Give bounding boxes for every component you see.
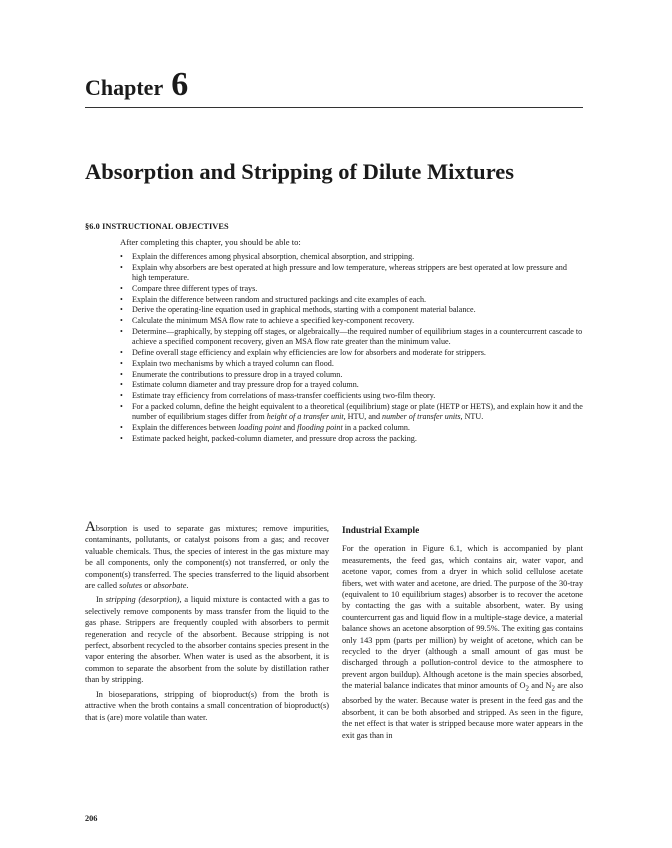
instructional-objectives — [85, 222, 583, 445]
objective-text: Derive the operating-line equation used in graphical methods, starting with a component material balance. — [132, 305, 476, 315]
paragraph-industrial-example — [342, 543, 583, 741]
bullet-icon: • — [120, 305, 123, 315]
objectives-list — [85, 252, 583, 444]
objective-text: Compare three different types of trays. — [132, 283, 258, 293]
objective-item — [120, 284, 583, 294]
bullet-icon: • — [120, 401, 123, 411]
bullet-icon: • — [120, 380, 123, 390]
objective-term: flooding point — [297, 422, 343, 432]
chapter-heading — [85, 66, 188, 104]
objective-item — [120, 305, 583, 315]
objective-item — [120, 316, 583, 326]
bullet-icon: • — [120, 369, 123, 379]
chapter-rule — [85, 107, 583, 108]
term-solutes: solutes — [119, 581, 143, 591]
bullet-icon: • — [120, 316, 123, 326]
objective-item — [120, 252, 583, 262]
objective-text: Explain two mechanisms by which a trayed column can flood. — [132, 358, 334, 368]
subscript: 2 — [525, 685, 529, 693]
chapter-title: Absorption and Stripping of Dilute Mixtures — [85, 159, 515, 184]
industrial-example-heading: Industrial Example — [342, 526, 420, 536]
objective-term: height of a transfer unit — [266, 412, 344, 422]
paragraph-absorption — [85, 519, 329, 591]
text-run: or — [142, 581, 154, 591]
page-number: 206 — [85, 814, 98, 823]
paragraph-stripping — [85, 594, 329, 685]
text-run: In — [96, 595, 106, 605]
term-stripping: stripping (desorption) — [105, 595, 180, 605]
bullet-icon: • — [120, 391, 123, 401]
objective-text: Estimate tray efficiency from correlations of mass-transfer coefficients using two-film theory. — [132, 391, 436, 401]
bullet-icon: • — [120, 422, 123, 432]
objective-term: number of transfer units — [382, 412, 461, 422]
objective-text: , HTU, and — [343, 412, 383, 422]
text-run: , a liquid mixture is contacted with a gas to selectively remove components by mass transfer from the liquid to the gas phase. Strippers are frequently coupled with absorbers to permit regeneration and recycle of the absorbent. Because stripping is not perfect, absorbent recycled to the absorber contains species present in the vapor entering the absorber. When water is used as the absorbent, it is common to separate the absorbent from the solute by distillation rather than by stripping. — [85, 595, 329, 685]
objective-item — [120, 263, 583, 283]
objective-item — [120, 434, 583, 444]
text-run: bsorption is used to separate gas mixtures; remove impurities, contaminants, pollutants, or catalyst poisons from a gas; and recover valuable chemicals. Thus, the species of interest in the gas mixture may be all components, only the component(s) not transferred, or only the component(s) transferred. The species transferred to the liquid absorbent are called — [85, 524, 329, 591]
text-run: For the operation in Figure 6.1, which is accompanied by plant measurements, the feed gas, which contains air, water vapor, and acetone vapor, comes from a dryer in which solid cellulose acetate fibers, wet with water and acetone, are dried. The purpose of the 30-tray (equivalent to 10 equilibrium stages) absorber is to recover the acetone by contacting the gas with a suitable absorbent, water. By using countercurrent gas and liquid flow in a multiple-stage device, a material balance shows an acetone absorption of 99.5%. The exiting gas contains only 143 ppm (parts per million) by weight of acetone, which can be recycled to the dryer (although a small amount of gas must be discharged through a pollution-control device to the atmosphere to prevent argon buildup). Although acetone is the main species absorbed, the material balance indicates that minor amounts of O — [342, 544, 583, 691]
chapter-number: 6 — [171, 66, 189, 103]
objective-item — [120, 402, 583, 422]
objective-item — [120, 370, 583, 380]
objective-text: Enumerate the contributions to pressure drop in a trayed column. — [132, 369, 343, 379]
objective-term: loading point — [237, 422, 282, 432]
chapter-label: Chapter — [85, 75, 164, 100]
objectives-intro: After completing this chapter, you should be able to: — [120, 237, 301, 247]
objective-text: Determine—graphically, by stepping off stages, or algebraically—the required number of equilibrium stages in a countercurrent cascade to achieve a specified component recovery, given an MSA flow rate greater than the minimum value. — [132, 326, 583, 347]
objective-text: Define overall stage efficiency and explain why efficiencies are low for absorbers and moderate for strippers. — [132, 347, 486, 357]
bullet-icon: • — [120, 294, 123, 304]
text-run: . — [186, 581, 189, 591]
bullet-icon: • — [120, 326, 123, 336]
paragraph-bioseparations: In bioseparations, stripping of bioproduct(s) from the broth is attractive when the broth contains a small concentration of bioproduct(s) that is (are) more volatile than water. — [85, 689, 329, 722]
objective-item — [120, 295, 583, 305]
objective-text: Calculate the minimum MSA flow rate to achieve a specified key-component recovery. — [132, 316, 415, 326]
bullet-icon: • — [120, 358, 123, 368]
objective-item — [120, 423, 583, 433]
objective-item — [120, 348, 583, 358]
objective-text: and — [281, 422, 298, 432]
drop-cap: A — [85, 519, 96, 535]
objective-text: Explain the differences among physical absorption, chemical absorption, and stripping. — [132, 252, 415, 261]
bullet-icon: • — [120, 252, 123, 261]
objectives-heading: §6.0 INSTRUCTIONAL OBJECTIVES — [85, 222, 229, 231]
objective-item — [120, 327, 583, 347]
objective-text: Explain the difference between random and structured packings and cite examples of each. — [132, 294, 427, 304]
subscript: 2 — [551, 685, 555, 693]
objective-text: , NTU. — [460, 412, 484, 422]
bullet-icon: • — [120, 262, 123, 272]
objective-text: Explain the differences between — [132, 422, 238, 432]
text-run: and N — [529, 681, 552, 691]
bullet-icon: • — [120, 347, 123, 357]
objective-text: Estimate column diameter and tray pressure drop for a trayed column. — [132, 380, 359, 390]
objective-text: For a packed column, define the height equivalent to a theoretical (equilibrium) stage or plate (HETP or HETS), and explain how it and the number of equilibrium stages differ from — [132, 401, 583, 422]
right-column — [342, 526, 583, 741]
bullet-icon: • — [120, 283, 123, 293]
objective-item — [120, 380, 583, 390]
left-column — [85, 519, 329, 726]
bullet-icon: • — [120, 433, 123, 443]
objective-text: Explain why absorbers are best operated at high pressure and low temperature, whereas strippers are best operated at low pressure and high temperature. — [132, 262, 567, 282]
objective-text: Estimate packed height, packed-column diameter, and pressure drop across the packing. — [132, 433, 417, 443]
text-run: are also absorbed by the water. Because water is present in the feed gas and the absorbent, it can be both absorbed and stripped. As seen in the figure, the net effect is that water is stripped because more water appears in the exit gas than in — [342, 681, 583, 740]
objective-item — [120, 391, 583, 401]
objective-item — [120, 359, 583, 369]
term-absorbate: absorbate — [153, 581, 187, 591]
objective-text: in a packed column. — [342, 422, 410, 432]
